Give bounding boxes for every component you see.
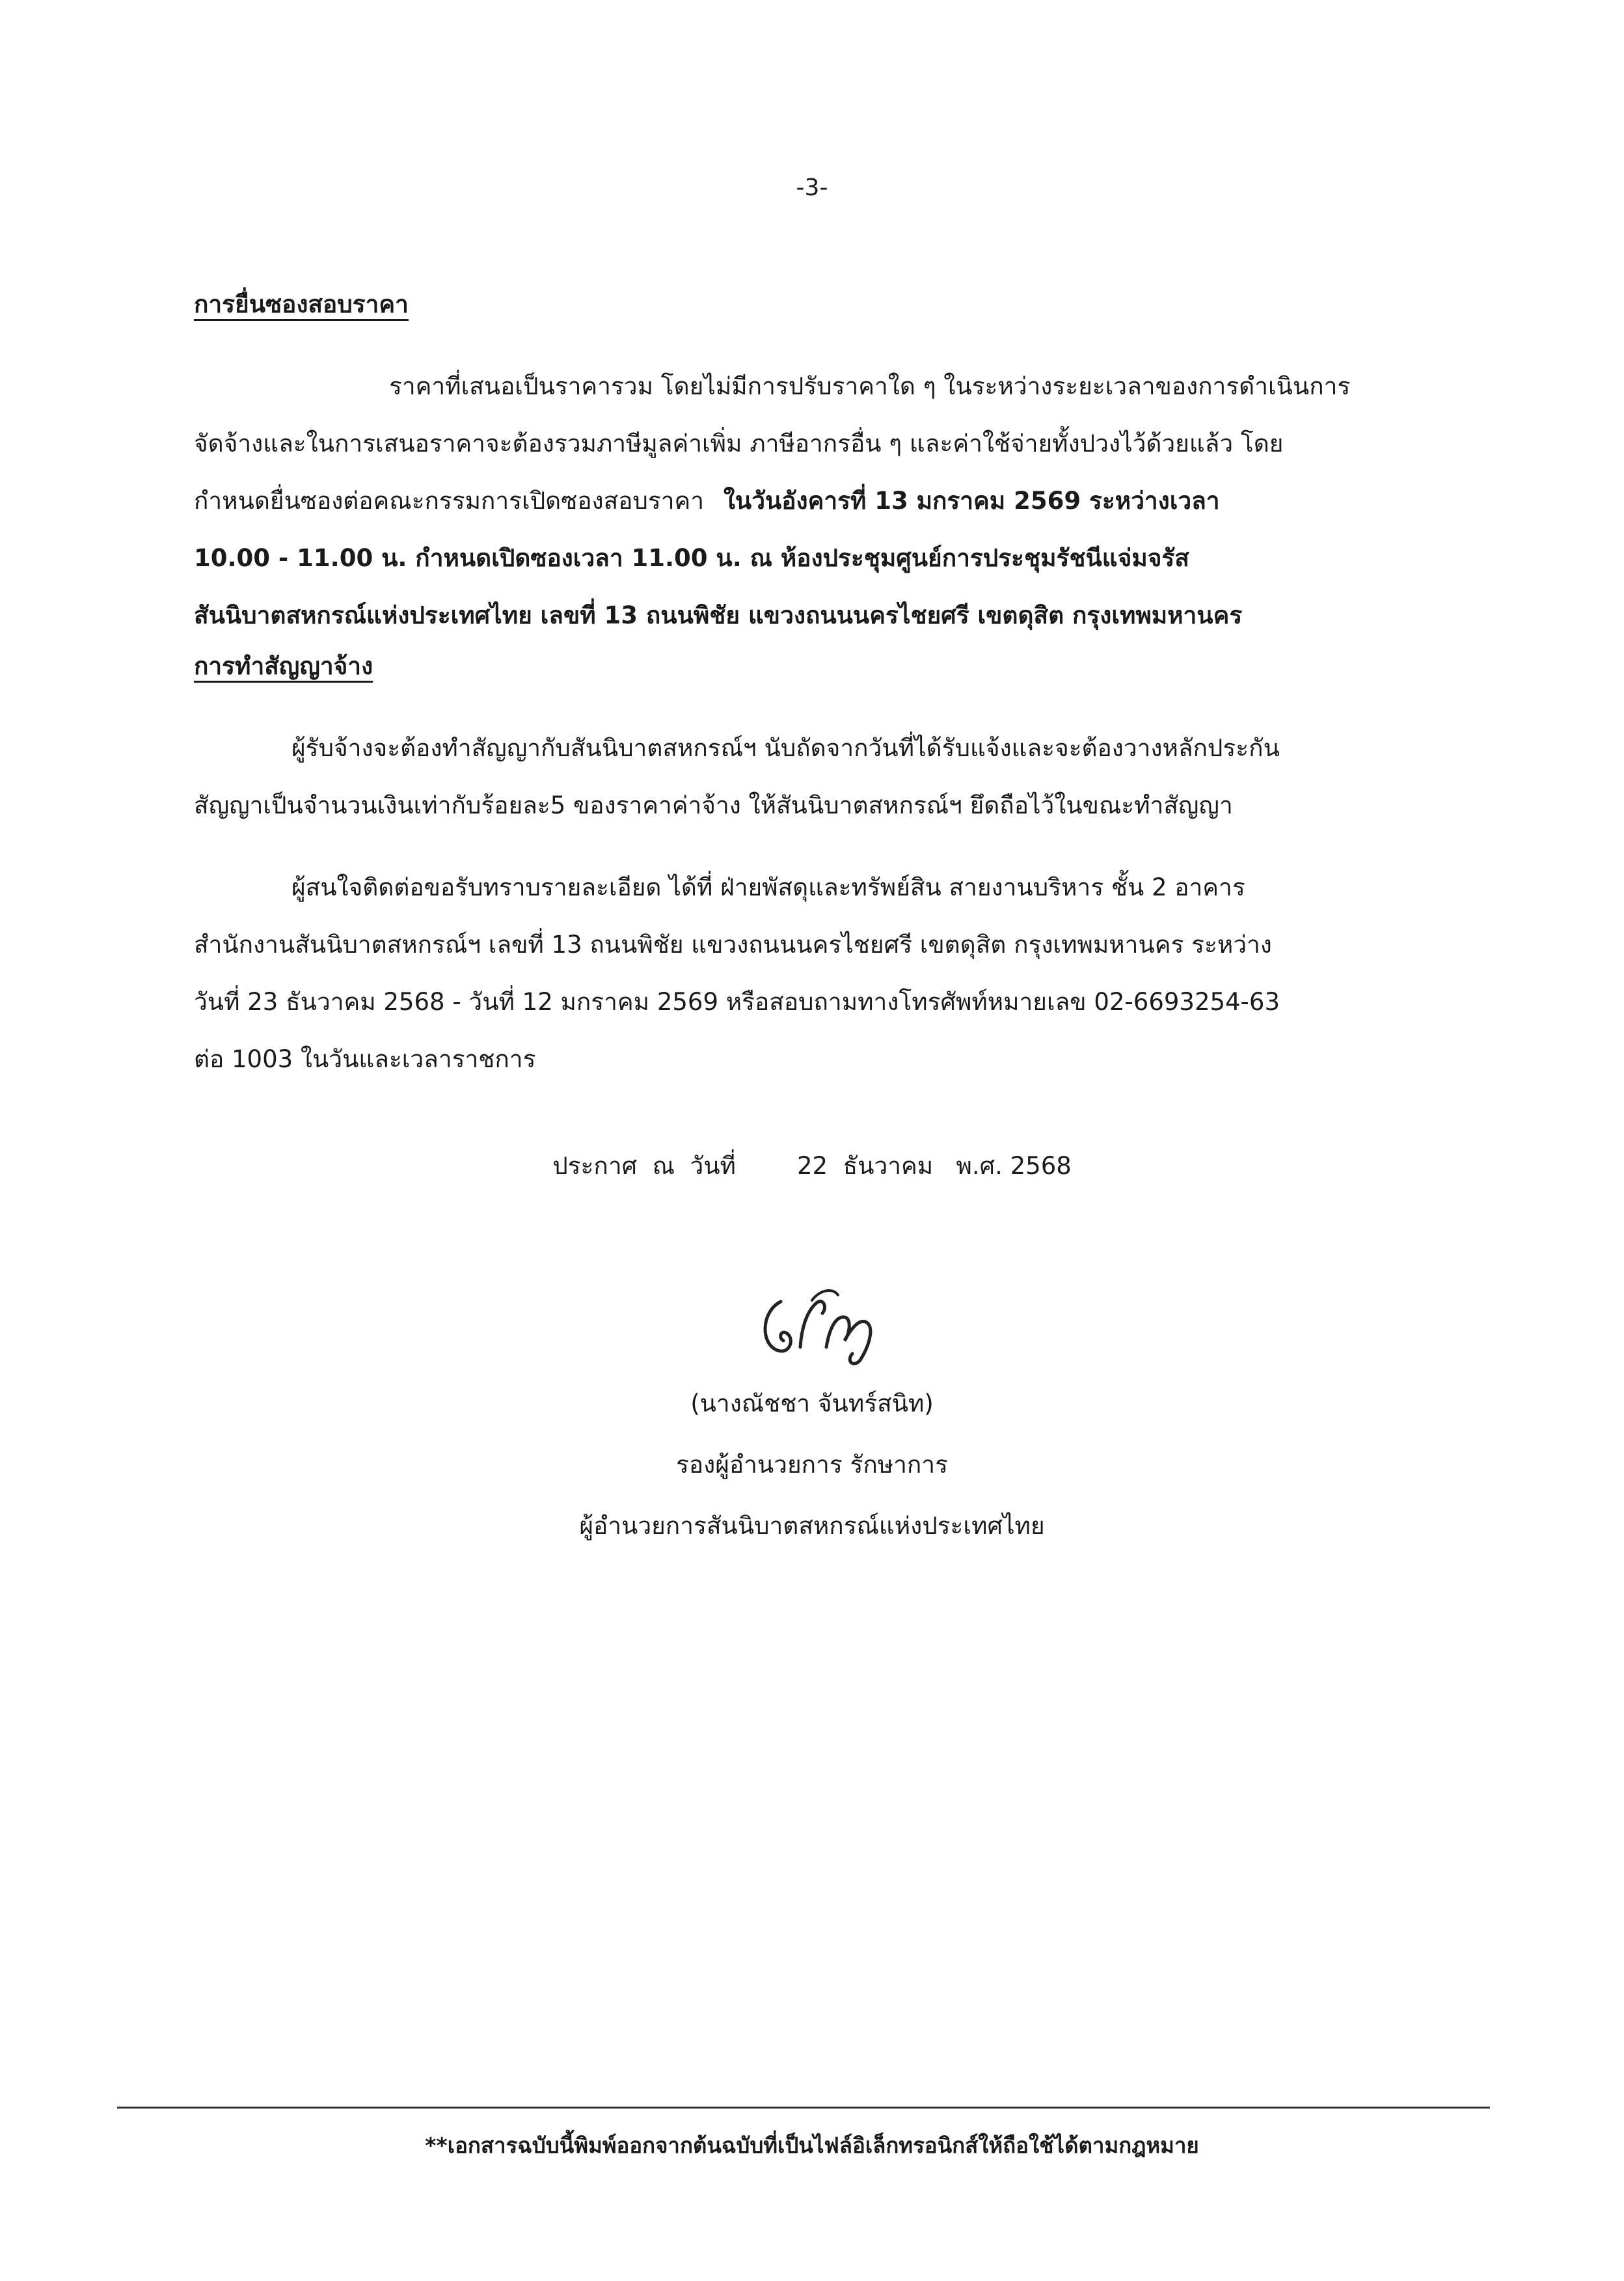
paragraph-line: ผู้รับจ้างจะต้องทำสัญญากับสันนิบาตสหกรณ์ฯ นับถัดจากวันที่ได้รับแจ้งและจะต้องวางหลักประกัน [291, 734, 1280, 762]
paragraph-line: สำนักงานสันนิบาตสหกรณ์ฯ เลขที่ 13 ถนนพิชัย แขวงถนนนครไชยศรี เขตดุสิต กรุงเทพมหานคร ระหว่าง [194, 931, 1272, 959]
page-number: -3- [796, 174, 828, 201]
announcement-date: ประกาศ ณ วันที่ 22 ธันวาคม พ.ศ. 2568 [552, 1152, 1072, 1180]
bid-submission-paragraph [194, 358, 1430, 644]
bid-submission-heading: การยื่นซองสอบราคา [194, 290, 409, 318]
paragraph-line: ราคาที่เสนอเป็นราคารวม โดยไม่มีการปรับราคาใด ๆ ในระหว่างระยะเวลาของการดำเนินการ [389, 372, 1351, 400]
paragraph-line: สันนิบาตสหกรณ์แห่งประเทศไทย เลขที่ 13 ถนนพิชัย แขวงถนนนครไชยศรี เขตดุสิต กรุงเทพมหานคร [194, 601, 1243, 629]
submission-date-time: ในวันอังคารที่ 13 มกราคม 2569 ระหว่างเวลา [723, 487, 1220, 515]
submission-deadline-label: กำหนดยื่นซองต่อคณะกรรมการเปิดซองสอบราคา [194, 487, 705, 515]
contract-paragraph [194, 720, 1430, 834]
paragraph-line: 10.00 - 11.00 น. กำหนดเปิดซองเวลา 11.00 น. ณ ห้องประชุมศูนย์การประชุมรัชนีแจ่มจรัส [194, 544, 1189, 572]
paragraph-line: สัญญาเป็นจำนวนเงินเท่ากับร้อยละ5 ของราคาค่าจ้าง ให้สันนิบาตสหกรณ์ฯ ยึดถือไว้ในขณะทำสัญญา [194, 791, 1233, 819]
footer-note: **เอกสารฉบับนี้พิมพ์ออกจากต้นฉบับที่เป็นไฟล์อิเล็กทรอนิกส์ให้ถือใช้ได้ตามกฎหมาย [425, 2133, 1199, 2158]
signatory-position: รองผู้อำนวยการ รักษาการ [676, 1451, 948, 1479]
paragraph-line: จัดจ้างและในการเสนอราคาจะต้องรวมภาษีมูลค่าเพิ่ม ภาษีอากรอื่น ๆ และค่าใช้จ่ายทั้งปวงไว้ด้วยแล้ว โดย [194, 430, 1284, 458]
paragraph-line: ต่อ 1003 ในวันและเวลาราชการ [194, 1045, 536, 1073]
signatory-block [0, 1373, 1624, 1557]
paragraph-line: ผู้สนใจติดต่อขอรับทราบรายละเอียด ได้ที่ ฝ่ายพัสดุและทรัพย์สิน สายงานบริหาร ชั้น 2 อาคาร [291, 873, 1245, 901]
signature-image [755, 1276, 891, 1367]
signatory-title: ผู้อำนวยการสันนิบาตสหกรณ์แห่งประเทศไทย [579, 1512, 1045, 1540]
contract-heading: การทำสัญญาจ้าง [194, 652, 373, 680]
contact-paragraph [194, 859, 1430, 1088]
bid-submission-section [194, 276, 1430, 1088]
signatory-name: (นางณัชชา จันทร์สนิท) [690, 1389, 934, 1417]
paragraph-line: วันที่ 23 ธันวาคม 2568 - วันที่ 12 มกราคม 2569 หรือสอบถามทางโทรศัพท์หมายเลข 02-6693254-63 [194, 988, 1280, 1016]
paragraph-line [194, 472, 1430, 530]
footer-divider [117, 2107, 1490, 2109]
